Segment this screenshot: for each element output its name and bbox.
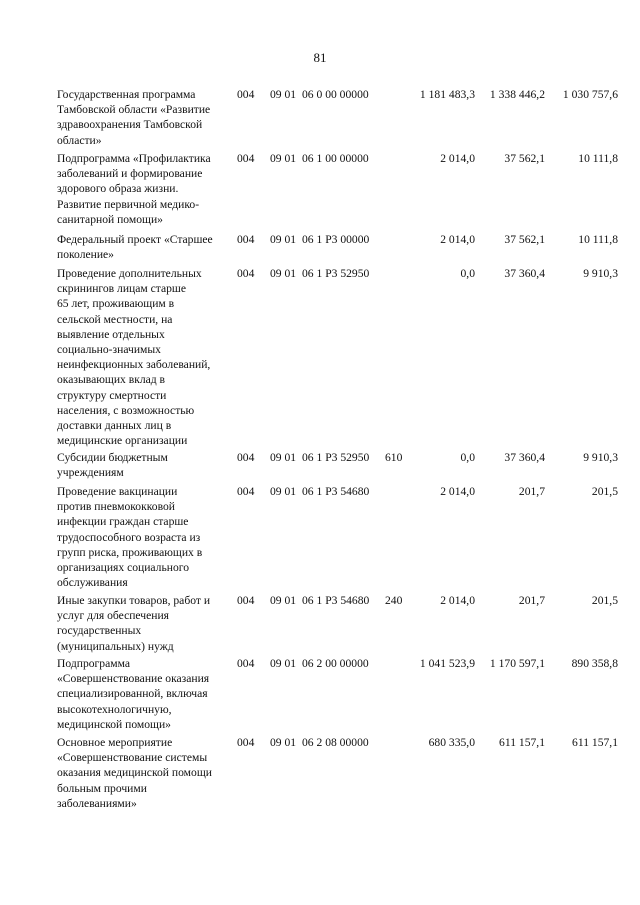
row-name-line: Иные закупки товаров, работ и xyxy=(57,594,211,607)
row-name-line: неинфекционных заболеваний, xyxy=(57,358,211,372)
amount-year-1: 2 014,0 xyxy=(440,594,475,607)
row-name-line: против пневмококковой xyxy=(57,500,175,514)
row-name-line: медицинской помощи» xyxy=(57,717,171,731)
target-article-code: 06 1 P3 54680 xyxy=(302,485,370,498)
row-name-line: оказания медицинской помощи xyxy=(57,766,212,780)
row-name-line: заболеваний и формирование xyxy=(57,167,203,181)
amount-year-2: 37 562,1 xyxy=(504,152,545,165)
row-name-line: области» xyxy=(57,133,102,147)
row-name-line: 65 лет, проживающим в xyxy=(57,297,175,311)
row-name xyxy=(57,656,235,732)
row-name-line: медицинские организации xyxy=(57,434,188,448)
row-name-line: больным прочими xyxy=(57,781,147,795)
section-code: 09 01 xyxy=(270,594,297,607)
amount-year-2: 1 170 597,1 xyxy=(489,657,545,670)
row-name-line: Развитие первичной медико- xyxy=(57,197,200,211)
amount-year-2: 1 338 446,2 xyxy=(489,88,545,101)
row-name-line: услуг для обеспечения xyxy=(57,609,169,623)
amount-year-1: 0,0 xyxy=(460,267,475,280)
row-name xyxy=(57,232,235,262)
section-code: 09 01 xyxy=(270,451,297,464)
ministry-code: 004 xyxy=(237,736,255,749)
row-name-line: инфекции граждан старше xyxy=(57,515,189,529)
row-name-line: выявление отдельных xyxy=(57,327,165,341)
amount-year-3: 10 111,8 xyxy=(578,152,618,165)
amount-year-1: 2 014,0 xyxy=(440,485,475,498)
row-name xyxy=(57,151,235,227)
row-name xyxy=(57,450,235,480)
row-name-line: организациях социального xyxy=(57,561,190,575)
row-name-line: групп риска, проживающих в xyxy=(57,545,203,559)
target-article-code: 06 1 00 00000 xyxy=(302,152,369,165)
section-code: 09 01 xyxy=(270,233,297,246)
target-article-code: 06 1 P3 52950 xyxy=(302,267,370,280)
row-name-line: трудоспособного возраста из xyxy=(57,530,201,544)
amount-year-2: 201,7 xyxy=(518,594,545,607)
amount-year-2: 37 562,1 xyxy=(504,233,545,246)
section-code: 09 01 xyxy=(270,736,297,749)
row-name xyxy=(57,735,235,811)
row-name-line: скринингов лицам старше xyxy=(57,282,186,296)
row-name-line: Тамбовской области «Развитие xyxy=(57,103,211,117)
row-name xyxy=(57,266,235,448)
row-name-line: высокотехнологичную, xyxy=(57,702,172,716)
row-name-line: Подпрограмма «Профилактика xyxy=(57,152,211,165)
ministry-code: 004 xyxy=(237,267,255,280)
target-article-code: 06 1 P3 00000 xyxy=(302,233,370,246)
row-name-line: Проведение дополнительных xyxy=(57,267,202,280)
row-name-line: Субсидии бюджетным xyxy=(57,451,168,464)
row-name-line: специализированной, включая xyxy=(57,687,208,701)
row-name-line: государственных xyxy=(57,624,142,638)
row-name-line: здорового образа жизни. xyxy=(57,182,179,196)
row-name-line: населения, с возможностью xyxy=(57,403,195,417)
row-name-line: Основное мероприятие xyxy=(57,736,173,749)
ministry-code: 004 xyxy=(237,88,255,101)
row-name-line: социально-значимых xyxy=(57,343,161,357)
ministry-code: 004 xyxy=(237,594,255,607)
row-name-line: санитарной помощи» xyxy=(57,212,163,226)
amount-year-2: 611 157,1 xyxy=(499,736,545,749)
row-name-line: учреждениям xyxy=(57,466,124,480)
amount-year-3: 10 111,8 xyxy=(578,233,618,246)
ministry-code: 004 xyxy=(237,485,255,498)
expense-type-code: 240 xyxy=(385,594,403,607)
page-number: 81 xyxy=(313,50,327,65)
amount-year-1: 0,0 xyxy=(460,451,475,464)
amount-year-1: 1 181 483,3 xyxy=(419,88,475,101)
section-code: 09 01 xyxy=(270,657,297,670)
amount-year-3: 9 910,3 xyxy=(583,267,618,280)
row-name-line: Проведение вакцинации xyxy=(57,485,178,498)
section-code: 09 01 xyxy=(270,152,297,165)
row-name-line: Государственная программа xyxy=(57,88,196,101)
target-article-code: 06 2 00 00000 xyxy=(302,657,369,670)
target-article-code: 06 2 08 00000 xyxy=(302,736,369,749)
row-name-line: обслуживания xyxy=(57,576,128,590)
amount-year-2: 201,7 xyxy=(518,485,545,498)
amount-year-1: 2 014,0 xyxy=(440,152,475,165)
row-name-line: «Совершенствование оказания xyxy=(57,672,210,686)
section-code: 09 01 xyxy=(270,485,297,498)
row-name-line: Федеральный проект «Старшее xyxy=(57,233,213,246)
amount-year-1: 2 014,0 xyxy=(440,233,475,246)
row-name-line: «Совершенствование системы xyxy=(57,751,208,765)
row-name-line: (муниципальных) нужд xyxy=(57,639,174,653)
target-article-code: 06 0 00 00000 xyxy=(302,88,369,101)
row-name-line: оказывающих вклад в xyxy=(57,373,166,387)
row-name-line: заболеваниями» xyxy=(57,796,137,810)
ministry-code: 004 xyxy=(237,152,255,165)
ministry-code: 004 xyxy=(237,233,255,246)
row-name-line: доставки данных лиц в xyxy=(57,419,172,433)
amount-year-1: 680 335,0 xyxy=(428,736,475,749)
amount-year-3: 1 030 757,6 xyxy=(562,88,618,101)
amount-year-3: 201,5 xyxy=(591,594,618,607)
amount-year-3: 611 157,1 xyxy=(572,736,618,749)
amount-year-2: 37 360,4 xyxy=(504,267,545,280)
amount-year-2: 37 360,4 xyxy=(504,451,545,464)
row-name xyxy=(57,484,235,590)
row-name-line: сельской местности, на xyxy=(57,312,173,326)
row-name xyxy=(57,593,235,654)
amount-year-1: 1 041 523,9 xyxy=(419,657,475,670)
section-code: 09 01 xyxy=(270,88,297,101)
amount-year-3: 9 910,3 xyxy=(583,451,618,464)
ministry-code: 004 xyxy=(237,657,255,670)
row-name-line: структуру смертности xyxy=(57,388,167,402)
section-code: 09 01 xyxy=(270,267,297,280)
row-name xyxy=(57,87,235,148)
row-name-line: Подпрограмма xyxy=(57,657,130,670)
row-name-line: здравоохранения Тамбовской xyxy=(57,118,203,132)
target-article-code: 06 1 P3 52950 xyxy=(302,451,370,464)
amount-year-3: 201,5 xyxy=(591,485,618,498)
expense-type-code: 610 xyxy=(385,451,403,464)
target-article-code: 06 1 P3 54680 xyxy=(302,594,370,607)
ministry-code: 004 xyxy=(237,451,255,464)
row-name-line: поколение» xyxy=(57,248,114,262)
amount-year-3: 890 358,8 xyxy=(571,657,618,670)
